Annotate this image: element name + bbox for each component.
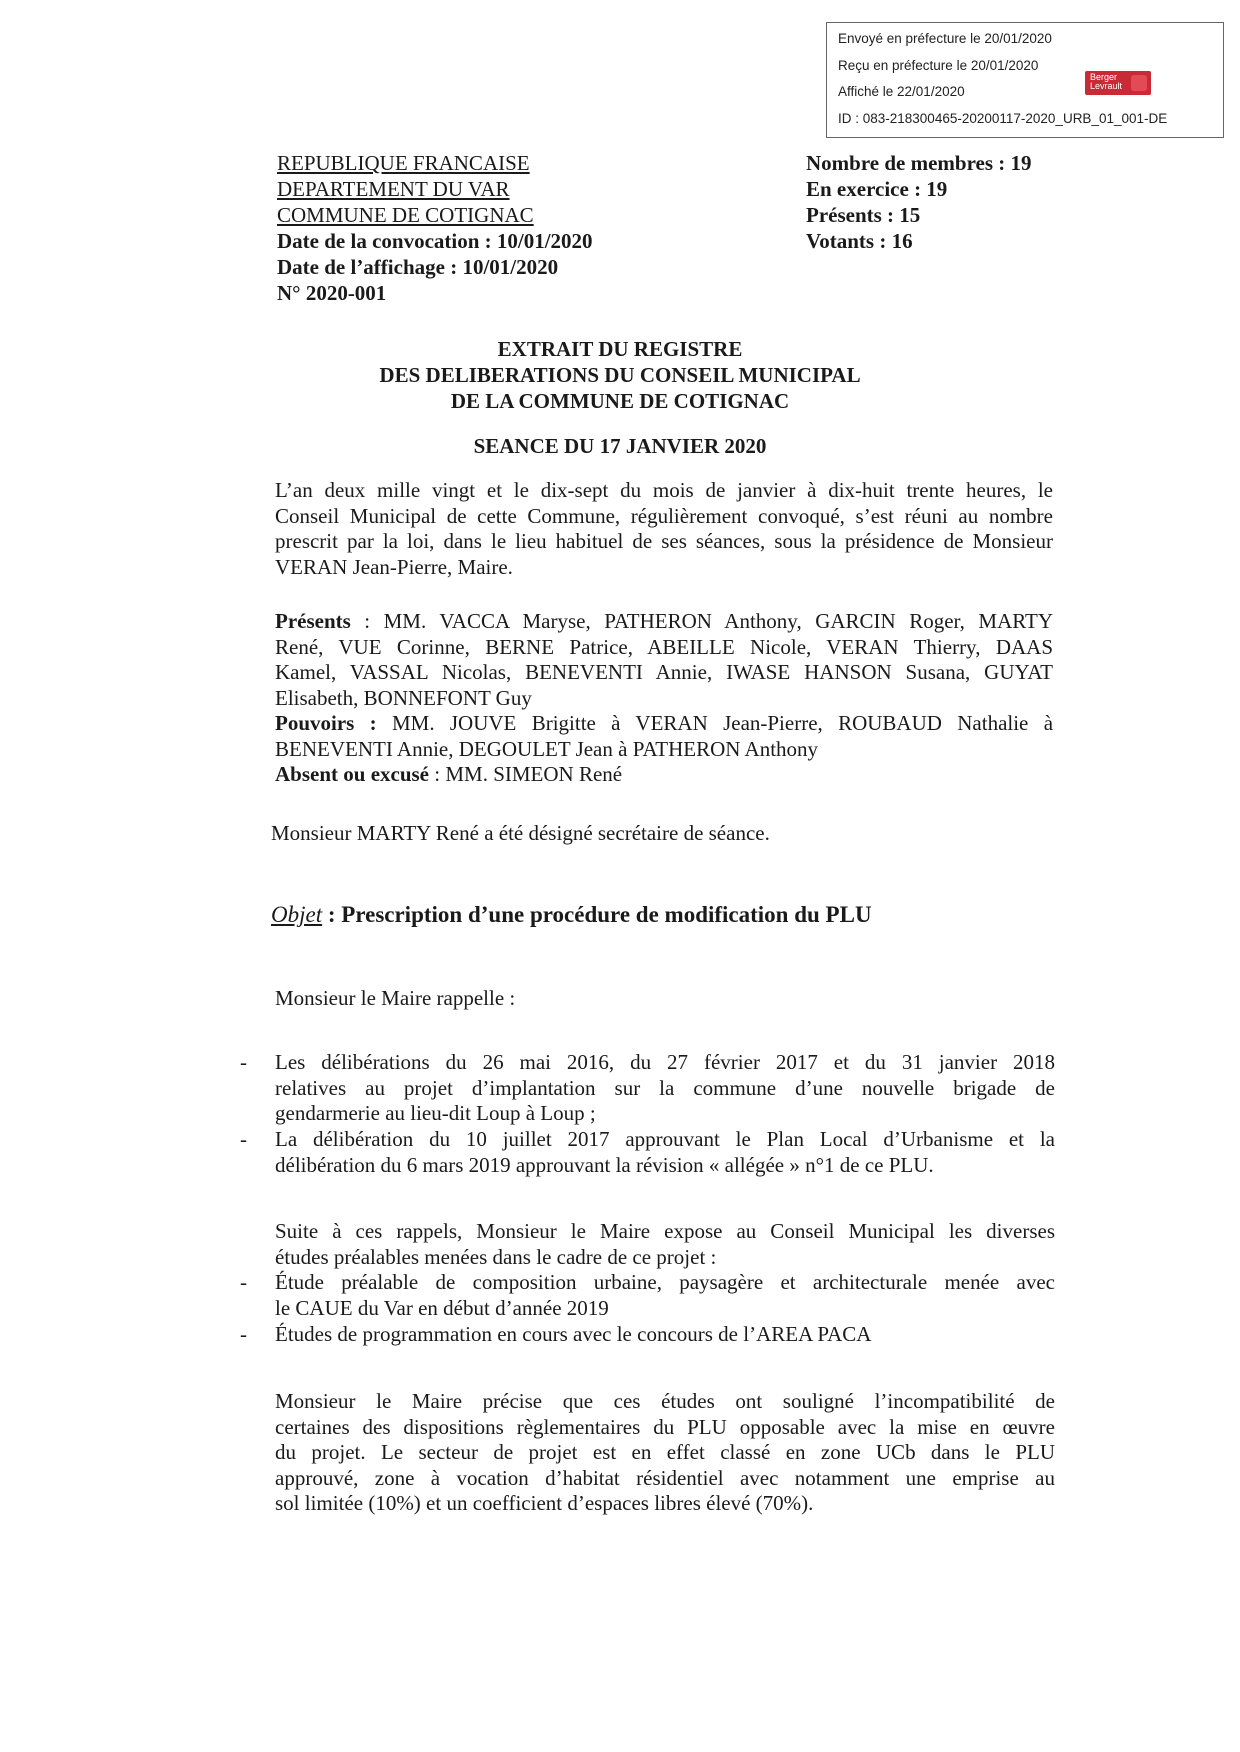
etude-item: Étude préalable de composition urbaine, paysagère et architecturale menée avec le CAUE du Var en début d’année 2019 (275, 1270, 1055, 1320)
presents-count: Présents : 15 (806, 203, 921, 227)
presents-label: Présents (275, 609, 351, 633)
secretaire-line: Monsieur MARTY René a été désigné secrétaire de séance. (271, 821, 770, 845)
list-dash: - (240, 1050, 247, 1074)
title-line-2: DES DELIBERATIONS DU CONSEIL MUNICIPAL (379, 363, 861, 387)
berger-levrault-logo (1085, 71, 1151, 95)
header-departement: DEPARTEMENT DU VAR (277, 177, 510, 201)
logo-line-1: Berger (1090, 72, 1118, 82)
stamp-posted: Affiché le 22/01/2020 (838, 84, 965, 99)
document-title (0, 336, 1240, 414)
seance-date: SEANCE DU 17 JANVIER 2020 (473, 434, 767, 458)
intro-line: L’an deux mille vingt et le dix-sept du mois de janvier à dix-huit trente heures, le (275, 478, 1053, 502)
title-line-3: DE LA COMMUNE DE COTIGNAC (450, 389, 790, 413)
list-dash: - (240, 1270, 247, 1294)
pouvoirs-label: Pouvoirs : (275, 711, 377, 735)
nombre-membres: Nombre de membres : 19 (806, 151, 1032, 175)
rappel-item: Les délibérations du 26 mai 2016, du 27 février 2017 et du 31 janvier 2018 relatives au projet d’implantation sur la commune d’une nouvelle brigade de gendarmerie au lieu-dit Loup à Loup ; (275, 1050, 1055, 1125)
presents-line: Kamel, VASSAL Nicolas, BENEVENTI Annie, IWASE HANSON Susana, GUYAT (275, 660, 1053, 684)
title-line-1: EXTRAIT DU REGISTRE (497, 337, 743, 361)
absent-label: Absent ou excusé (275, 762, 430, 786)
stamp-received: Reçu en préfecture le 20/01/2020 (838, 58, 1039, 73)
presents-line: Présents : MM. VACCA Maryse, PATHERON Anthony, GARCIN Roger, MARTY (275, 609, 1053, 633)
header-convocation: Date de la convocation : 10/01/2020 (277, 229, 593, 253)
absent-line: Absent ou excusé : MM. SIMEON René (275, 762, 623, 786)
header-right (806, 150, 1032, 254)
header-affichage: Date de l’affichage : 10/01/2020 (277, 255, 559, 279)
votants-count: Votants : 16 (806, 229, 913, 253)
intro-line: prescrit par la loi, dans le lieu habituel de ses séances, sous la présidence de Monsieur (275, 529, 1053, 553)
objet-line (271, 902, 872, 928)
stamp-id: ID : 083-218300465-20200117-2020_URB_01_001-DE (838, 111, 1168, 126)
intro-line: VERAN Jean-Pierre, Maire. (275, 554, 513, 579)
header-republique: REPUBLIQUE FRANCAISE (277, 151, 530, 175)
pouvoirs-line: Pouvoirs : MM. JOUVE Brigitte à VERAN Jean-Pierre, ROUBAUD Nathalie à (275, 711, 1054, 735)
prefecture-stamp (826, 22, 1224, 138)
precise-paragraph: Monsieur le Maire précise que ces études ont souligné l’incompatibilité de certaines des dispositions règlementaires du PLU opposable avec la mise en œuvre du projet. Le secteur de projet est en effet classé en zone UCb dans le PLU approuvé, zone à vocation d’habitat résidentiel avec notamment une emprise au sol limitée (10%) et un coefficient d’espaces libres élevé (70%). (275, 1389, 1055, 1515)
rappelle-line: Monsieur le Maire rappelle : (275, 986, 516, 1010)
intro-paragraph (275, 478, 1053, 580)
header-left (277, 150, 593, 306)
etude-item: Études de programmation en cours avec le concours de l’AREA PACA (275, 1322, 872, 1346)
attendance-block (275, 609, 1053, 788)
presents-line: René, VUE Corinne, BERNE Patrice, ABEILLE Nicole, VERAN Thierry, DAAS (275, 634, 1053, 659)
list-dash: - (240, 1322, 247, 1346)
en-exercice: En exercice : 19 (806, 177, 948, 201)
list-dash: - (240, 1127, 247, 1151)
objet-text: : Prescription d’une procédure de modification du PLU (322, 902, 872, 927)
rappel-item: La délibération du 10 juillet 2017 approuvant le Plan Local d’Urbanisme et la délibération du 6 mars 2019 approuvant la révision « allégée » n°1 de ce PLU. (275, 1127, 1055, 1177)
presents-line: Elisabeth, BONNEFONT Guy (275, 685, 532, 710)
header-numero: N° 2020-001 (277, 281, 387, 305)
suite-paragraph: Suite à ces rappels, Monsieur le Maire expose au Conseil Municipal les diverses études préalables menées dans le cadre de ce projet : (275, 1219, 1055, 1269)
objet-label: Objet (271, 902, 323, 927)
pouvoirs-line: BENEVENTI Annie, DEGOULET Jean à PATHERON Anthony (275, 736, 819, 761)
header-commune: COMMUNE DE COTIGNAC (277, 203, 534, 227)
intro-line: Conseil Municipal de cette Commune, régulièrement convoqué, s’est réuni au nombre (275, 503, 1053, 528)
stamp-sent: Envoyé en préfecture le 20/01/2020 (838, 31, 1052, 46)
logo-line-2: Levrault (1090, 81, 1123, 91)
